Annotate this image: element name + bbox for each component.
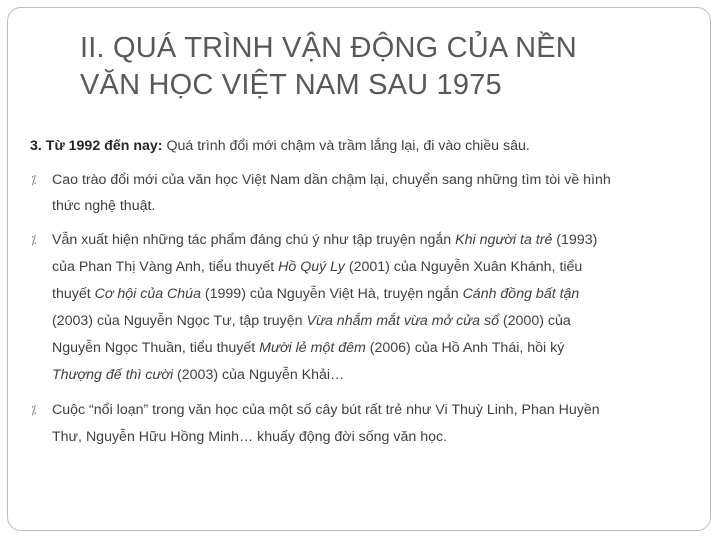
slide-title xyxy=(80,30,680,104)
work-title: Hồ Quý Ly xyxy=(278,259,345,275)
bullet-1-line-1 xyxy=(52,167,692,193)
slide-content xyxy=(30,133,692,451)
work-title: Cánh đồng bất tận xyxy=(462,286,580,302)
work-title: Khi người ta trẻ xyxy=(455,232,553,248)
bullet-item-3 xyxy=(30,397,692,451)
curved-bullet-icon: ⁒ xyxy=(31,403,37,417)
text-run: (2003) của Nguyễn Ngọc Tư, tập truyện xyxy=(52,313,307,329)
bullet-3-line-1 xyxy=(52,397,692,424)
curved-bullet-icon: ⁒ xyxy=(31,233,37,247)
text-run: của Phan Thị Vàng Anh, tiểu thuyết xyxy=(52,259,279,275)
text-run: (1999) của Nguyễn Việt Hà, truyện ngắn xyxy=(200,286,463,302)
bullet-3-line-2 xyxy=(52,424,692,451)
bullet-item-2 xyxy=(30,227,692,389)
text-run: thuyết xyxy=(52,286,95,302)
section-heading-lead: 3. Từ 1992 đến nay: xyxy=(30,138,163,154)
text-run: (2003) của Nguyễn Khải… xyxy=(173,367,345,383)
bullet-1-line-2 xyxy=(52,193,692,219)
title-line-2: VĂN HỌC VIỆT NAM SAU 1975 xyxy=(80,69,502,101)
text-run: thức nghệ thuật. xyxy=(52,198,156,214)
text-run: Cuộc “nổi loạn” trong văn học của một số cây bút rất trẻ như Vi Thuỳ Linh, Phan Huyền xyxy=(52,402,600,418)
text-run: (2001) của Nguyễn Xuân Khánh, tiểu xyxy=(344,259,583,275)
work-title: Mười lẻ một đêm xyxy=(259,340,366,356)
section-heading-text: Quá trình đổi mới chậm và trầm lắng lại, đi vào chiều sâu. xyxy=(162,138,530,154)
text-run: (2000) của xyxy=(498,313,571,329)
text-run: Vẫn xuất hiện những tác phẩm đáng chú ý như tập truyện ngắn xyxy=(52,232,456,248)
curved-bullet-icon: ⁒ xyxy=(31,173,37,187)
title-line-1: II. QUÁ TRÌNH VẬN ĐỘNG CỦA NỀN xyxy=(80,32,577,64)
bullet-2-line-4 xyxy=(52,308,692,335)
text-run: Thư, Nguyễn Hữu Hồng Minh… khuấy động đời sống văn học. xyxy=(52,429,448,445)
bullet-2-line-3 xyxy=(52,281,692,308)
bullet-item-1 xyxy=(30,167,692,219)
work-title: Cơ hội của Chúa xyxy=(94,286,201,302)
text-run: (1993) xyxy=(552,232,598,248)
bullet-2-line-6 xyxy=(52,362,692,389)
bullet-2-line-1 xyxy=(52,227,692,254)
bullet-2-line-5 xyxy=(52,335,692,362)
text-run: Nguyễn Ngọc Thuần, tiểu thuyết xyxy=(52,340,260,356)
work-title: Thượng đế thì cười xyxy=(52,367,174,383)
text-run: Cao trào đổi mới của văn học Việt Nam dần chậm lại, chuyển sang những tìm tòi về hình xyxy=(52,172,611,188)
text-run: (2006) của Hồ Anh Thái, hồi ký xyxy=(365,340,565,356)
section-heading xyxy=(30,133,692,159)
work-title: Vừa nhắm mắt vừa mở cửa sổ xyxy=(306,313,499,329)
bullet-2-line-2 xyxy=(52,254,692,281)
